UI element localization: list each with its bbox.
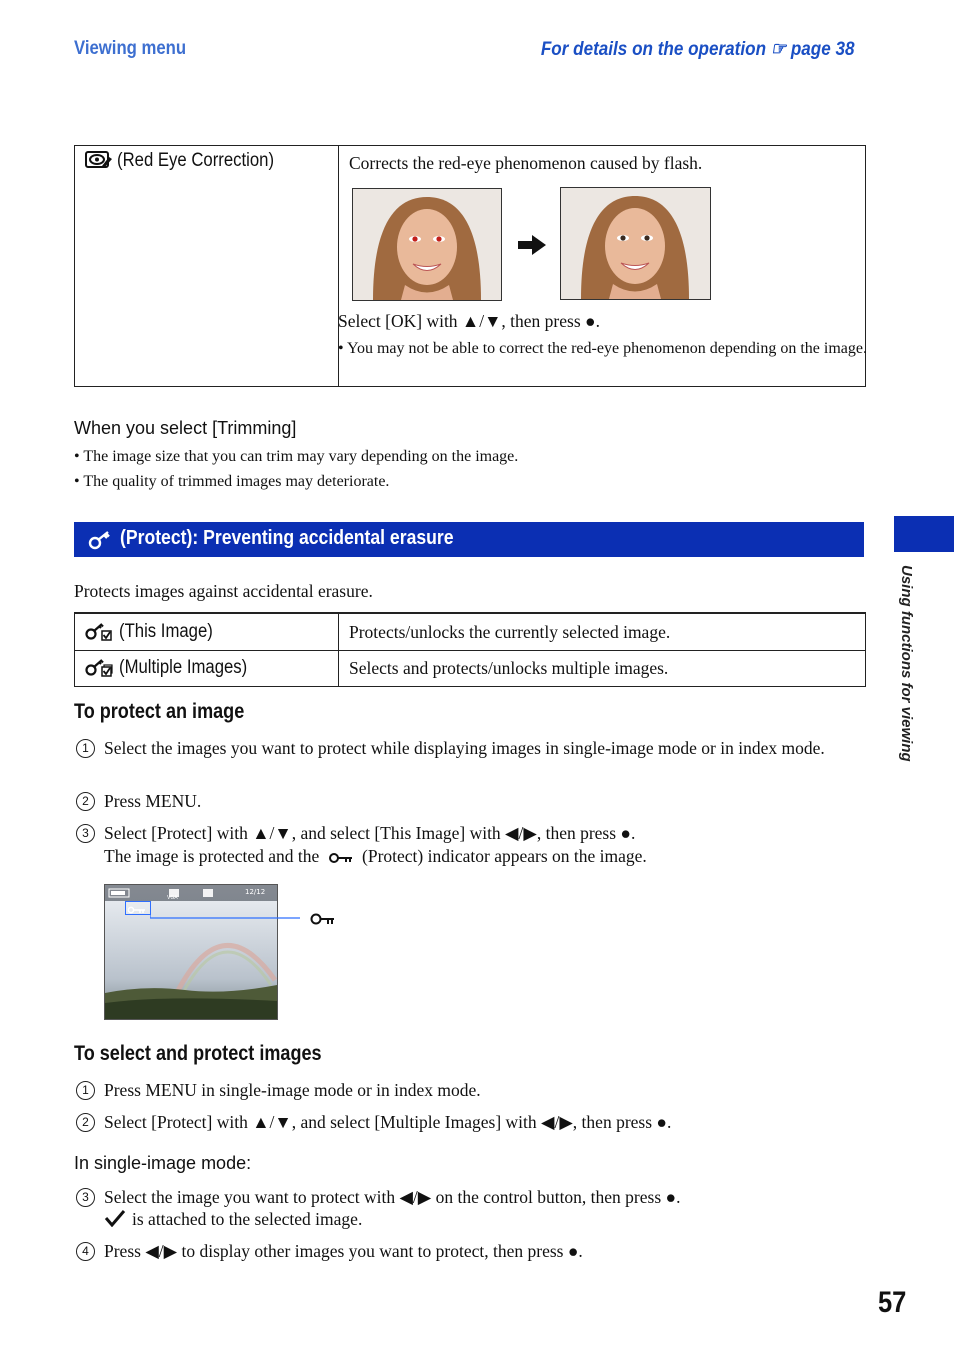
protect-section-title: (Protect): Preventing accidental erasure: [120, 527, 454, 549]
red-eye-after-photo: [560, 187, 711, 300]
table-row: [75, 650, 866, 686]
trimming-heading: When you select [Trimming]: [74, 418, 297, 438]
step-number: 1: [76, 1081, 95, 1100]
trimming-bullet: • The image size that you can trim may vary depending on the image.: [74, 448, 519, 465]
multiple-images-label: (Multiple Images): [119, 656, 248, 678]
this-image-description: Protects/unlocks the currently selected image.: [349, 621, 671, 642]
protect-indicator-icon: [328, 847, 354, 869]
protect-single-icon: [85, 621, 113, 646]
red-eye-description: Corrects the red-eye phenomenon caused by flash.: [349, 153, 703, 173]
select-protect-heading: To select and protect images: [74, 1042, 322, 1065]
operation-reference: For details on the operation ☞ page 38: [541, 39, 855, 60]
red-eye-note: • You may not be able to correct the red-eye phenomenon depending on the image.: [338, 340, 867, 357]
protect-options-table: [74, 612, 866, 687]
multiple-images-desc-cell: [339, 650, 866, 686]
protect-result-text: The image is protected and the: [104, 846, 320, 866]
screen-image-counter: 12/12: [245, 888, 266, 896]
chapter-tab: [894, 516, 954, 552]
protect-step-3: Select [Protect] with ▲/▼, and select [This Image] with ◀/▶, then press ●.: [104, 823, 636, 843]
protect-key-icon: [88, 529, 112, 556]
protect-step-2: Press MENU.: [104, 791, 202, 811]
this-image-desc-cell: [339, 613, 866, 650]
step-number: 4: [76, 1242, 95, 1261]
this-image-label-cell: [75, 613, 339, 650]
multiple-images-label-cell: [75, 650, 339, 686]
red-eye-before-photo: [352, 188, 502, 301]
this-image-label: (This Image): [119, 621, 213, 643]
arrow-right-icon: [516, 233, 548, 262]
select-step-3: Select the image you want to protect with ◀/▶ on the control button, then press ●.: [104, 1187, 681, 1207]
protect-intro: Protects images against accidental erasure.: [74, 581, 373, 601]
single-image-mode-label: In single-image mode:: [74, 1153, 252, 1173]
protect-indicator-callout-icon: [310, 912, 336, 931]
select-step-2: Select [Protect] with ▲/▼, and select [Multiple Images] with ◀/▶, then press ●.: [104, 1112, 672, 1132]
step-number: 3: [76, 824, 95, 843]
checkmark-icon: [104, 1209, 126, 1232]
red-eye-icon: [85, 151, 113, 174]
select-step-3-result: [104, 1208, 362, 1232]
table-row: [75, 613, 866, 650]
protect-section-bar: [74, 522, 864, 557]
page-number: 57: [878, 1286, 907, 1319]
trimming-bullet: • The quality of trimmed images may deteriorate.: [74, 473, 390, 490]
step-number: 1: [76, 739, 95, 758]
chapter-tab-label-wrap: [898, 565, 922, 785]
step-number: 2: [76, 1113, 95, 1132]
red-eye-instruction: Select [OK] with ▲/▼, then press ●.: [338, 311, 600, 331]
select-step-1: Press MENU in single-image mode or in index mode.: [104, 1080, 481, 1100]
callout-line: [150, 900, 302, 925]
protect-indicator-highlight: [125, 901, 151, 915]
screen-vga-label: VGA: [167, 895, 178, 901]
protect-result-text: (Protect) indicator appears on the image.: [362, 846, 647, 866]
step-number: 3: [76, 1188, 95, 1207]
chapter-tab-label: Using functions for viewing: [898, 565, 915, 762]
checkmark-note: is attached to the selected image.: [132, 1209, 363, 1229]
red-eye-label-cell: [75, 146, 339, 387]
protect-step-1: Select the images you want to protect while displaying images in single-image mode or in index mode.: [104, 738, 825, 758]
section-header: Viewing menu: [74, 38, 187, 59]
protect-step-3-result: [104, 845, 647, 869]
select-step-4: Press ◀/▶ to display other images you want to protect, then press ●.: [104, 1241, 583, 1261]
multiple-images-description: Selects and protects/unlocks multiple images.: [349, 658, 669, 678]
protect-multiple-icon: [85, 657, 113, 682]
protect-image-heading: To protect an image: [74, 700, 245, 723]
step-number: 2: [76, 792, 95, 811]
red-eye-label: (Red Eye Correction): [117, 150, 275, 171]
